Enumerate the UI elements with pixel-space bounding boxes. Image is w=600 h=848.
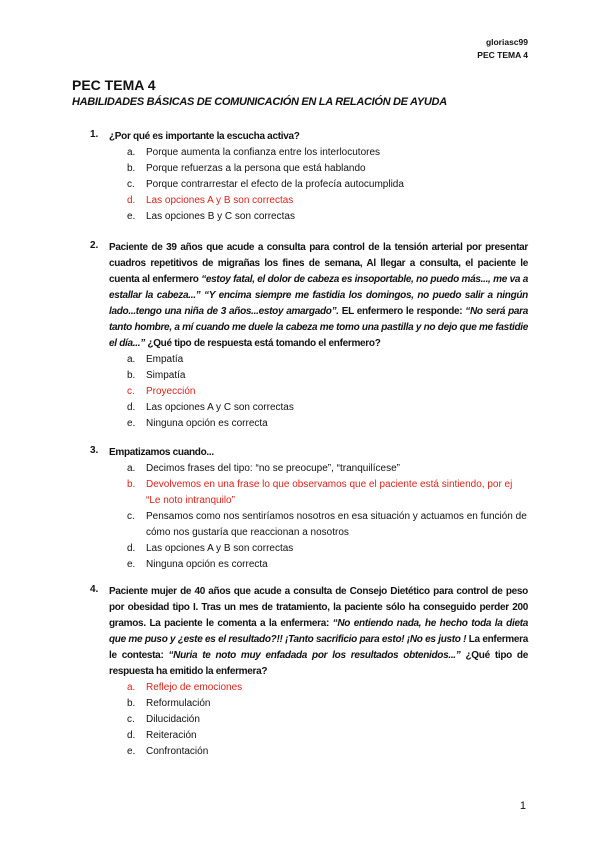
question-text <box>109 240 528 352</box>
document-title: PEC TEMA 4 <box>72 77 156 93</box>
page-number: 1 <box>519 800 526 812</box>
question-number: 2. <box>90 240 99 251</box>
answer-options <box>127 461 528 573</box>
question-text-segment: EL enfermero le responde: <box>338 306 466 317</box>
header-code: PEC TEMA 4 <box>477 50 528 60</box>
option-text: Proyección <box>146 386 196 397</box>
option-text: Simpatía <box>146 370 186 381</box>
option-letter: d. <box>127 730 136 741</box>
option-text: Ninguna opción es correcta <box>146 418 268 429</box>
option-text: Porque refuerzas a la persona que está hablando <box>146 163 366 174</box>
option-text: Decimos frases del tipo: “no se preocupe”, “tranquilícese” <box>146 463 401 474</box>
option-letter: d. <box>127 402 136 413</box>
answer-option <box>127 557 528 573</box>
answer-option <box>127 461 528 477</box>
answer-option-correct <box>127 384 528 400</box>
question-quote: “No será para tanto hombre, a mí cuando me duele la cabeza me tomo una pastilla y no dejo que me fastidie el día...” <box>109 306 528 349</box>
option-letter: e. <box>127 559 136 570</box>
question-quote: “No entiendo nada, he hecho toda la dieta que me puso y ¿este es el resultado?!! ¡Tanto sacrificio para esto! ¡No es justo ! <box>109 618 529 645</box>
answer-option <box>127 416 528 432</box>
question-text-segment: ¿Por qué es importante la escucha activa? <box>109 131 300 142</box>
question-text <box>109 129 528 145</box>
document-subtitle: HABILIDADES BÁSICAS DE COMUNICACIÓN EN LA RELACIÓN DE AYUDA <box>72 96 447 108</box>
answer-option <box>127 145 528 161</box>
option-letter: a. <box>127 147 136 158</box>
question-text <box>109 584 528 680</box>
option-letter: c. <box>127 386 135 397</box>
option-letter: b. <box>127 698 136 709</box>
option-letter: a. <box>127 682 136 693</box>
option-text: Porque contrarrestar el efecto de la profecía autocumplida <box>146 179 404 190</box>
option-letter: b. <box>127 370 136 381</box>
question-text-segment: Empatizamos cuando... <box>109 447 214 458</box>
option-letter: e. <box>127 746 136 757</box>
question-1 <box>90 129 528 225</box>
option-text: Devolvemos en una frase lo que observamos que el paciente está sintiendo, por ej “Le noto intranquilo” <box>146 479 513 506</box>
question-number: 3. <box>90 445 99 456</box>
option-text: Reiteración <box>146 730 197 741</box>
option-letter: a. <box>127 354 136 365</box>
option-letter: c. <box>127 714 135 725</box>
option-text: Empatía <box>146 354 184 365</box>
question-text <box>109 445 528 461</box>
answer-option-correct <box>127 193 528 209</box>
answer-option <box>127 400 528 416</box>
answer-options <box>127 352 528 432</box>
option-letter: d. <box>127 543 136 554</box>
option-text: Reformulación <box>146 698 211 709</box>
answer-options <box>127 680 528 760</box>
answer-option <box>127 728 528 744</box>
answer-option <box>127 177 528 193</box>
option-text: Las opciones B y C son correctas <box>146 211 295 222</box>
question-text-segment: ¿Qué tipo de respuesta ha emitido la enfermera? <box>109 650 528 677</box>
option-text: Las opciones A y B son correctas <box>146 195 294 206</box>
answer-option <box>127 696 528 712</box>
question-text-segment: ¿Qué tipo de respuesta está tomando el enfermero? <box>144 338 381 349</box>
option-text: Las opciones A y B son correctas <box>146 543 294 554</box>
question-number: 1. <box>90 129 99 140</box>
question-quote: “Nuria te noto muy enfadada por los resultados obtenidos...” <box>168 650 461 661</box>
option-letter: e. <box>127 418 136 429</box>
option-letter: b. <box>127 479 136 490</box>
option-letter: b. <box>127 163 136 174</box>
option-letter: a. <box>127 463 136 474</box>
option-letter: e. <box>127 211 136 222</box>
option-letter: c. <box>127 179 135 190</box>
answer-option <box>127 541 528 557</box>
question-3 <box>90 445 528 573</box>
answer-option <box>127 509 528 541</box>
option-text: Reflejo de emociones <box>146 682 243 693</box>
option-text: Ninguna opción es correcta <box>146 559 268 570</box>
question-number: 4. <box>90 584 99 595</box>
header-author: gloriasc99 <box>485 37 528 47</box>
option-letter: d. <box>127 195 136 206</box>
option-text: Pensamos como nos sentiríamos nosotros en esa situación y actuamos en función de cómo nos gustaría que reaccionan a nosotros <box>146 511 527 538</box>
option-text: Porque aumenta la confianza entre los interlocutores <box>146 147 381 158</box>
answer-option-correct <box>127 680 528 696</box>
answer-option <box>127 352 528 368</box>
question-text-segment: La enfermera le contesta: <box>109 634 529 661</box>
answer-option <box>127 161 528 177</box>
question-2 <box>90 240 528 432</box>
option-text: Dilucidación <box>146 714 200 725</box>
answer-option <box>127 712 528 728</box>
answer-option <box>127 744 528 760</box>
question-4 <box>90 584 528 760</box>
question-text-segment: Paciente mujer de 40 años que acude a consulta de Consejo Dietético para control de peso por obesidad tipo I. Tras un mes de tratamiento, la paciente sólo ha conseguido perder 200 gramos. La paciente le comenta a la enfermera: <box>109 586 528 629</box>
answer-option <box>127 368 528 384</box>
option-text: Confrontación <box>146 746 209 757</box>
option-letter: c. <box>127 511 135 522</box>
option-text: Las opciones A y C son correctas <box>146 402 294 413</box>
answer-option <box>127 209 528 225</box>
question-text-segment: Paciente de 39 años que acude a consulta para control de la tensión arterial por presentar cuadros repetitivos de migrañas los fines de semana, Al llegar a consulta, el paciente le cuenta al enfermero <box>109 242 528 285</box>
question-quote: “estoy fatal, el dolor de cabeza es insoportable, no puedo más..., me va a estallar la cabeza...” “Y encima siempre me fastidia los domingos, no puedo salir a ningún lado...tengo una niña de 3 años...estoy amargado”. <box>109 274 528 317</box>
answer-options <box>127 145 528 225</box>
answer-option-correct <box>127 477 528 509</box>
